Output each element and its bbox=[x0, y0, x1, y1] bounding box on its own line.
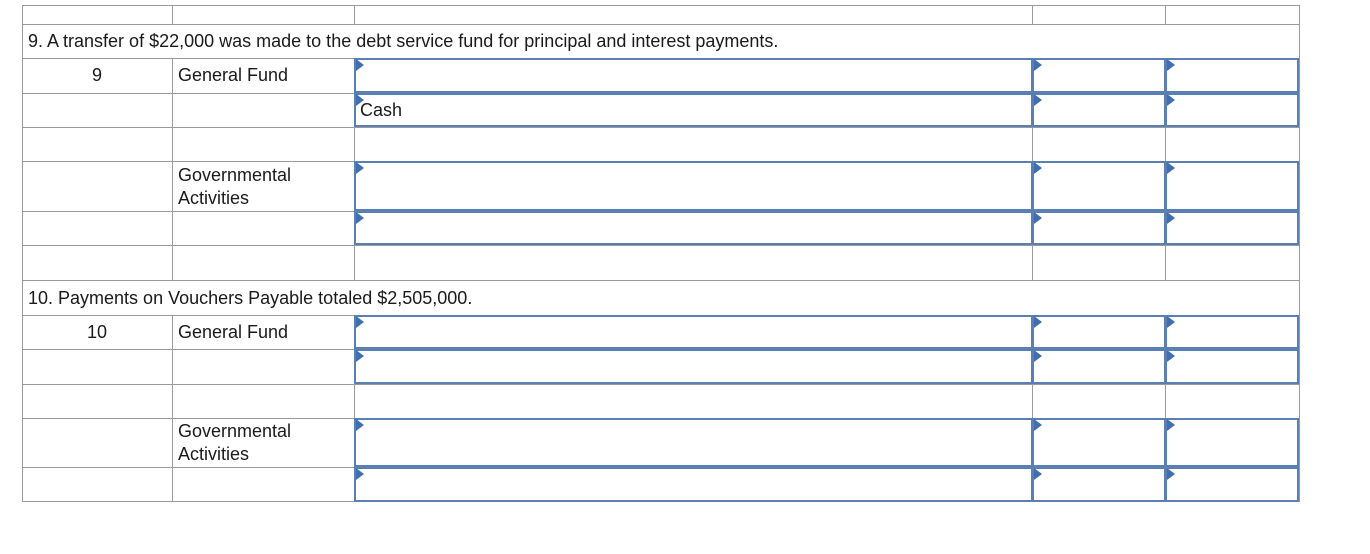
grid-line bbox=[22, 5, 1299, 6]
dropdown-marker-icon bbox=[1034, 468, 1042, 480]
dropdown-marker-icon bbox=[1167, 419, 1175, 431]
debit-input[interactable] bbox=[1032, 418, 1166, 467]
grid-line bbox=[172, 5, 173, 25]
dropdown-marker-icon bbox=[356, 59, 364, 71]
debit-input[interactable] bbox=[1032, 93, 1166, 127]
debit-input[interactable] bbox=[1032, 161, 1166, 211]
grid-line bbox=[1299, 5, 1300, 502]
dropdown-marker-icon bbox=[1167, 316, 1175, 328]
entry-10-gov-label-line2: Activities bbox=[178, 444, 250, 464]
dropdown-marker-icon bbox=[1167, 162, 1175, 174]
grid-line bbox=[22, 24, 1299, 25]
entry-10-number: 10 bbox=[86, 322, 108, 342]
grid-line bbox=[22, 127, 1299, 128]
dropdown-marker-icon bbox=[356, 419, 364, 431]
account-select[interactable] bbox=[354, 467, 1033, 502]
account-select[interactable] bbox=[354, 58, 1033, 93]
credit-input[interactable] bbox=[1165, 315, 1299, 349]
debit-input[interactable] bbox=[1032, 467, 1166, 502]
dropdown-marker-icon bbox=[1167, 94, 1175, 106]
dropdown-marker-icon bbox=[1034, 419, 1042, 431]
account-select[interactable] bbox=[354, 315, 1033, 349]
debit-input[interactable] bbox=[1032, 315, 1166, 349]
grid-line bbox=[1165, 5, 1166, 25]
debit-input[interactable] bbox=[1032, 211, 1166, 245]
entry-9-gov-label-line2: Activities bbox=[178, 188, 250, 208]
entry-10-fund-label: General Fund bbox=[178, 322, 289, 342]
dropdown-marker-icon bbox=[1034, 316, 1042, 328]
entry-9-fund-label: General Fund bbox=[178, 65, 289, 85]
dropdown-marker-icon bbox=[1034, 350, 1042, 362]
dropdown-marker-icon bbox=[1034, 162, 1042, 174]
entry-9-description: 9. A transfer of $22,000 was made to the debt service fund for principal and interest payments. bbox=[28, 31, 779, 51]
credit-input[interactable] bbox=[1165, 467, 1299, 502]
debit-input[interactable] bbox=[1032, 58, 1166, 93]
dropdown-marker-icon bbox=[356, 350, 364, 362]
grid-line bbox=[22, 280, 1299, 281]
account-select[interactable] bbox=[354, 418, 1033, 467]
dropdown-marker-icon bbox=[1034, 94, 1042, 106]
entry-9-number: 9 bbox=[91, 65, 102, 85]
credit-input[interactable] bbox=[1165, 211, 1299, 245]
dropdown-marker-icon bbox=[1167, 350, 1175, 362]
grid-line bbox=[354, 5, 355, 25]
credit-input[interactable] bbox=[1165, 161, 1299, 211]
dropdown-marker-icon bbox=[1034, 59, 1042, 71]
account-select[interactable] bbox=[354, 211, 1033, 245]
dropdown-marker-icon bbox=[1034, 212, 1042, 224]
account-select[interactable] bbox=[354, 161, 1033, 211]
credit-input[interactable] bbox=[1165, 418, 1299, 467]
account-select[interactable] bbox=[354, 349, 1033, 384]
dropdown-marker-icon bbox=[356, 468, 364, 480]
account-value: Cash bbox=[360, 100, 403, 120]
entry-9-gov-label-line1: Governmental bbox=[178, 165, 292, 185]
grid-line bbox=[22, 245, 1299, 246]
entry-10-gov-label-line1: Governmental bbox=[178, 421, 292, 441]
grid-line bbox=[172, 58, 173, 281]
grid-line bbox=[22, 384, 1299, 385]
dropdown-marker-icon bbox=[1167, 59, 1175, 71]
dropdown-marker-icon bbox=[356, 212, 364, 224]
dropdown-marker-icon bbox=[356, 316, 364, 328]
dropdown-marker-icon bbox=[356, 162, 364, 174]
grid-line bbox=[172, 315, 173, 502]
credit-input[interactable] bbox=[1165, 58, 1299, 93]
grid-line bbox=[1032, 5, 1033, 25]
dropdown-marker-icon bbox=[1167, 212, 1175, 224]
credit-input[interactable] bbox=[1165, 93, 1299, 127]
credit-input[interactable] bbox=[1165, 349, 1299, 384]
debit-input[interactable] bbox=[1032, 349, 1166, 384]
entry-10-description: 10. Payments on Vouchers Payable totaled $2,505,000. bbox=[28, 288, 473, 308]
dropdown-marker-icon bbox=[1167, 468, 1175, 480]
account-select[interactable] bbox=[354, 93, 1033, 127]
